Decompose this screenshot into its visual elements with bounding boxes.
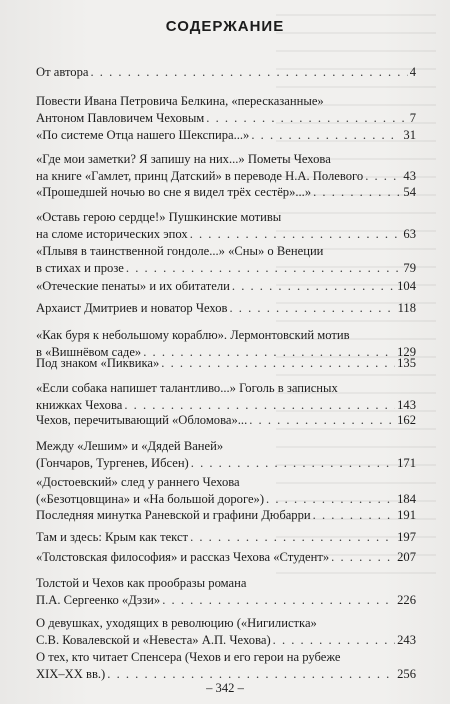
dot-leader: [161, 355, 395, 372]
toc-entry[interactable]: [36, 151, 416, 185]
toc-entry-last-line: [36, 592, 416, 609]
toc-entry-title-line: «Оставь герою сердце!» Пушкинские мотивы: [36, 210, 282, 224]
toc-entry-title-line: Под знаком «Пиквика»: [36, 356, 160, 370]
toc-page-number: 31: [403, 128, 416, 142]
toc-entry-last-line: [36, 355, 416, 372]
dot-leader: [191, 455, 395, 472]
toc-entry[interactable]: [36, 300, 416, 317]
toc-page-number: 7: [409, 111, 416, 125]
toc-entry-title-line: «Прошедшей ночью во сне я видел трёх сестёр»...»: [36, 185, 312, 199]
toc-entry-title-line: О тех, кто читает Спенсера (Чехов и его герои на рубеже: [36, 650, 341, 664]
toc-page-number: 63: [403, 227, 416, 241]
dot-leader: [206, 110, 407, 127]
toc-entry-title-line: Антоном Павловичем Чеховым: [36, 111, 205, 125]
toc-entry-title-line: («Безотцовщина» и «На большой дороге»): [36, 492, 265, 506]
toc-entry-title-line: «Если собака напишет талантливо...» Гоголь в записных: [36, 381, 338, 395]
dot-leader: [162, 592, 395, 609]
toc-page-number: 143: [397, 398, 416, 412]
dot-leader: [251, 127, 401, 144]
toc-entry-last-line: [36, 110, 416, 127]
dot-leader: [126, 260, 402, 277]
toc-page-number: 184: [397, 492, 416, 506]
toc-page-number: 104: [397, 279, 416, 293]
dot-leader: [91, 64, 408, 81]
toc-entry-title-line: С.В. Ковалевской и «Невеста» А.П. Чехова): [36, 633, 271, 647]
toc-page-number: 79: [403, 261, 416, 275]
dot-leader: [230, 300, 396, 317]
toc-entry-last-line: [36, 549, 416, 566]
toc-entry[interactable]: [36, 549, 416, 566]
toc-entry-last-line: [36, 455, 416, 472]
dot-leader: [273, 632, 395, 649]
toc-entry-title-line: Последняя минутка Раневской и графини Дюбарри: [36, 508, 311, 522]
toc-entry-title-line: Чехов, перечитывающий «Обломова»...: [36, 413, 248, 427]
toc-entry-title-line: От автора: [36, 65, 89, 79]
toc-entry-title-line: в «Вишнёвом саде»: [36, 345, 142, 359]
toc-entry[interactable]: [36, 412, 416, 429]
toc-entry-last-line: [36, 491, 416, 508]
toc-entry-last-line: [36, 260, 416, 277]
toc-entry[interactable]: [36, 438, 416, 472]
toc-entry-last-line: [36, 64, 416, 81]
toc-entry[interactable]: [36, 355, 416, 372]
toc-entry-title-line: «По системе Отца нашего Шекспира...»: [36, 128, 250, 142]
toc-entry-title-line: (Гончаров, Тургенев, Ибсен): [36, 456, 189, 470]
toc-entry-title-line: «Плывя в таинственной гондоле...» «Сны» о Венеции: [36, 244, 324, 258]
toc-entry-title-line: Толстой и Чехов как прообразы романа: [36, 576, 247, 590]
toc-entry-title-line: XIX–XX вв.): [36, 667, 106, 681]
toc-entry-title-line: «Достоевский» след у раннего Чехова: [36, 475, 240, 489]
toc-entry[interactable]: [36, 615, 416, 649]
dot-leader: [313, 507, 395, 524]
toc-entry-title-line: на книге «Гамлет, принц Датский» в переводе Н.А. Полевого: [36, 169, 364, 183]
toc-entry-title-line: «Отеческие пенаты» и их обитатели: [36, 279, 230, 293]
toc-entry-title-line: «Толстовская философия» и рассказ Чехова «Студент»: [36, 550, 330, 564]
toc-entry-last-line: [36, 184, 416, 201]
dot-leader: [190, 226, 402, 243]
toc-entry[interactable]: [36, 575, 416, 609]
toc-entry-last-line: [36, 529, 416, 546]
toc-page-number: 4: [409, 65, 416, 79]
toc-entry[interactable]: [36, 529, 416, 546]
toc-entry-title-line: на сломе исторических эпох: [36, 227, 188, 241]
toc-entry[interactable]: [36, 649, 416, 683]
toc-page-number: 54: [403, 185, 416, 199]
toc-page-number: 226: [397, 593, 416, 607]
toc-entry[interactable]: [36, 380, 416, 414]
toc-page-number: 118: [397, 301, 416, 315]
toc-entry-last-line: [36, 507, 416, 524]
toc-entry-last-line: [36, 168, 416, 185]
toc-entry-title-line: Между «Лешим» и «Дядей Ваней»: [36, 439, 224, 453]
dot-leader: [190, 529, 395, 546]
dot-leader: [249, 412, 395, 429]
toc-entry[interactable]: [36, 474, 416, 508]
toc-page-number: 191: [397, 508, 416, 522]
toc-entry-title-line: Там и здесь: Крым как текст: [36, 530, 189, 544]
toc-entry[interactable]: [36, 209, 416, 243]
toc-entry[interactable]: [36, 93, 416, 127]
toc-entry-title-line: Архаист Дмитриев и новатор Чехов: [36, 301, 228, 315]
toc-entry-last-line: [36, 412, 416, 429]
toc-page-number: 197: [397, 530, 416, 544]
toc-entry-last-line: [36, 226, 416, 243]
toc-entry-title-line: «Как буря к небольшому кораблю». Лермонтовский мотив: [36, 328, 350, 342]
toc-entry-title-line: О девушках, уходящих в революцию («Нигилистка»: [36, 616, 317, 630]
dot-leader: [313, 184, 401, 201]
toc-entry[interactable]: [36, 507, 416, 524]
toc-page-number: 171: [397, 456, 416, 470]
dot-leader: [266, 491, 395, 508]
dot-leader: [365, 168, 401, 185]
toc-entry-last-line: [36, 278, 416, 295]
page-title: СОДЕРЖАНИЕ: [165, 18, 285, 35]
toc-page-number: 162: [397, 413, 416, 427]
toc-page-number: 256: [397, 667, 416, 681]
toc-entry-title-line: П.А. Сергеенко «Дэзи»: [36, 593, 161, 607]
toc-entry-last-line: [36, 127, 416, 144]
toc-page-number: 135: [397, 356, 416, 370]
toc-page-number: 43: [403, 169, 416, 183]
toc-entry-title-line: книжках Чехова: [36, 398, 123, 412]
toc-entry-last-line: [36, 300, 416, 317]
toc-entry-title-line: «Где мои заметки? Я запишу на них...» Пометы Чехова: [36, 152, 331, 166]
toc-entry[interactable]: [36, 278, 416, 295]
toc-page-number: 129: [397, 345, 416, 359]
dot-leader: [232, 278, 395, 295]
toc-entry-last-line: [36, 632, 416, 649]
toc-entry[interactable]: [36, 184, 416, 201]
page-number: – 342 –: [206, 681, 244, 695]
toc-entry-title-line: в стихах и прозе: [36, 261, 124, 275]
toc-page-number: 243: [397, 633, 416, 647]
dot-leader: [331, 549, 395, 566]
toc-entry[interactable]: [36, 64, 416, 81]
toc-entry[interactable]: [36, 243, 416, 277]
toc-page-number: 207: [397, 550, 416, 564]
toc-entry-title-line: Повести Ивана Петровича Белкина, «пересказанные»: [36, 94, 324, 108]
toc-entry[interactable]: [36, 127, 416, 144]
